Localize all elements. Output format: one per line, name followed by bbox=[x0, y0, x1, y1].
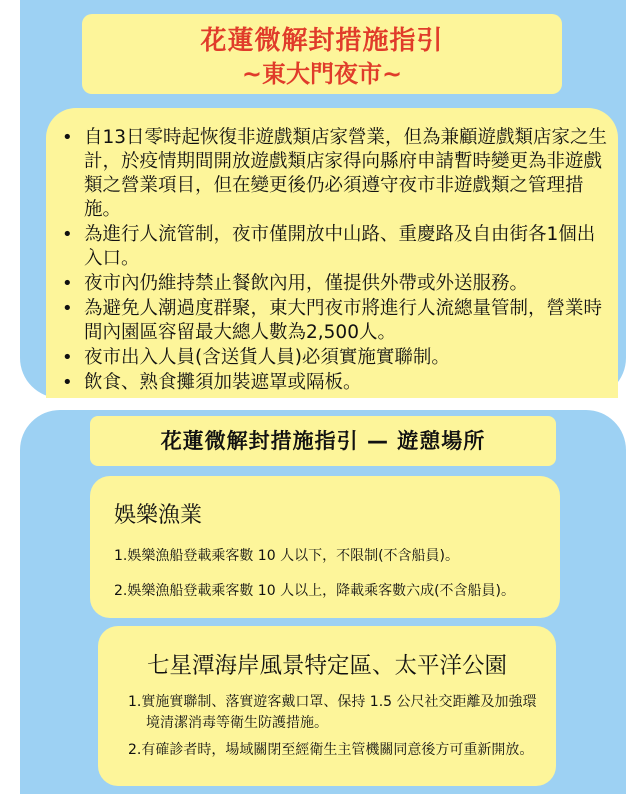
night-market-measures-list bbox=[46, 108, 618, 395]
night-market-title-box bbox=[82, 14, 562, 94]
scenic-area-rules-list bbox=[98, 680, 556, 761]
recreation-title-box bbox=[90, 416, 556, 466]
measure-item: • 夜市出入人員(含送貨人員)必須實施實聯制。 bbox=[62, 346, 608, 370]
recreation-panel bbox=[20, 410, 626, 794]
scenic-area-rule: 1.實施實聯制、落實遊客戴口罩、保持 1.5 公尺社交距離及加強環境清潔消毒等衛生防護措施。 bbox=[128, 694, 537, 731]
night-market-measures-card bbox=[46, 108, 618, 398]
fishery-rules-list bbox=[90, 529, 560, 600]
measure-item: • 自13日零時起恢復非遊戲類店家營業，但為兼顧遊戲類店家之生計，於疫情期間開放遊戲類店家得向縣府申請暫時變更為非遊戲類之營業項目，但在變更後仍必須遵守夜市非遊戲類之管理措施。 bbox=[62, 126, 608, 222]
recreation-title: 花蓮微解封措施指引 — 遊憩場所 bbox=[160, 429, 486, 453]
fishery-rule: 2.娛樂漁船登載乘客數 10 人以上，降載乘客數六成(不含船員)。 bbox=[114, 583, 515, 599]
fishery-heading: 娛樂漁業 bbox=[114, 503, 203, 528]
scenic-area-rule: 2.有確診者時，場域關閉至經衛生主管機關同意後方可重新開放。 bbox=[128, 742, 534, 758]
scenic-area-card bbox=[98, 626, 556, 786]
measure-item: • 為避免人潮過度群聚，東大門夜市將進行人流總量管制，營業時間內園區容留最大總人數為2,500人。 bbox=[62, 297, 608, 345]
measure-item: • 為進行人流管制，夜市僅開放中山路、重慶路及自由街各1個出入口。 bbox=[62, 223, 608, 271]
measure-item: • 夜市內仍維持禁止餐飲內用，僅提供外帶或外送服務。 bbox=[62, 272, 608, 296]
measure-item: • 飲食、熟食攤須加裝遮罩或隔板。 bbox=[62, 371, 608, 395]
night-market-title: 花蓮微解封措施指引 bbox=[200, 26, 444, 56]
fishery-rule: 1.娛樂漁船登載乘客數 10 人以下，不限制(不含船員)。 bbox=[114, 548, 459, 564]
fishery-card bbox=[90, 476, 560, 618]
night-market-subtitle: ~東大門夜市~ bbox=[241, 60, 403, 88]
scenic-area-heading: 七星潭海岸風景特定區、太平洋公園 bbox=[146, 653, 507, 679]
